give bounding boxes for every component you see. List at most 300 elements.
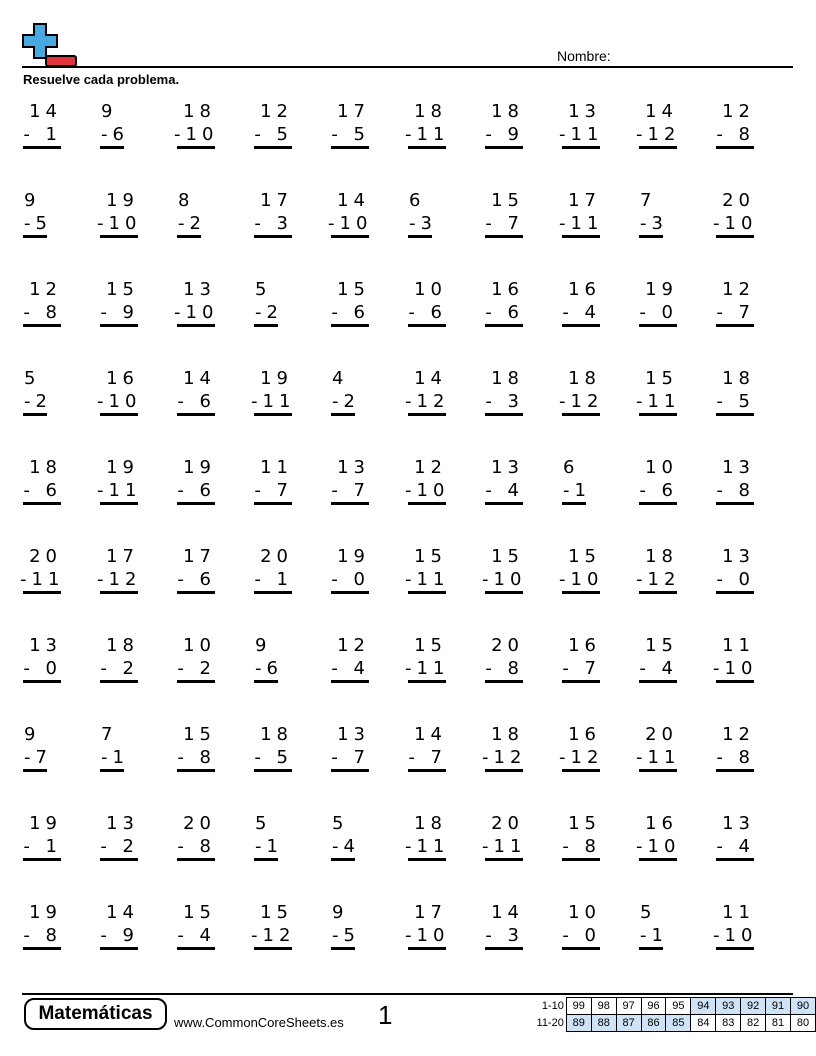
minuend: 15 (183, 724, 216, 745)
spacer (497, 124, 508, 145)
minuend: 5 (332, 813, 349, 834)
subtraction-problem (559, 899, 636, 988)
minus-sign: - (23, 836, 35, 857)
spacer (497, 480, 508, 501)
subtraction-problem (713, 721, 790, 810)
answer-line (254, 591, 292, 594)
subtraction-problem (251, 721, 328, 810)
minuend: 5 (255, 813, 272, 834)
minus-sign: - (559, 213, 571, 234)
spacer (343, 658, 354, 679)
subtraction-problem (559, 276, 636, 365)
minuend: 19 (106, 457, 139, 478)
minus-sign: - (24, 213, 36, 234)
minus-sign: - (97, 213, 109, 234)
subtrahend (174, 302, 219, 323)
subtrahend (20, 124, 62, 145)
minus-sign: - (562, 836, 574, 857)
minuend: 16 (568, 635, 601, 656)
minuend: 13 (722, 457, 755, 478)
subtrahend (20, 925, 62, 946)
spacer (189, 480, 200, 501)
score-cell: 92 (741, 998, 766, 1015)
subtrahend (636, 836, 681, 857)
subtraction-problem (713, 899, 790, 988)
minus-sign: - (640, 213, 652, 234)
subtrahend (405, 658, 450, 679)
minus-sign: - (24, 747, 36, 768)
subtrahend-value: 2 (266, 302, 283, 323)
answer-line (562, 324, 600, 327)
subtrahend (97, 480, 142, 501)
subtrahend (174, 747, 216, 768)
answer-line (562, 502, 586, 505)
minuend: 12 (722, 724, 755, 745)
minuend: 19 (183, 457, 216, 478)
subtrahend-value: 2 (343, 391, 360, 412)
minuend: 13 (106, 813, 139, 834)
minus-sign: - (100, 302, 112, 323)
subtraction-problem (251, 276, 328, 365)
subtrahend-value: 8 (584, 836, 601, 857)
minuend: 13 (491, 457, 524, 478)
subtrahend-value: 6 (199, 569, 216, 590)
subtrahend-value: 7 (584, 658, 601, 679)
spacer (189, 836, 200, 857)
subtrahend-value: 12 (493, 747, 527, 768)
minus-sign: - (482, 747, 494, 768)
answer-line (562, 947, 600, 950)
subtrahend-value: 12 (108, 569, 142, 590)
subtrahend (255, 836, 297, 857)
subtraction-problem (328, 810, 405, 899)
subtraction-problem (405, 454, 482, 543)
minus-sign: - (639, 302, 651, 323)
answer-line (23, 591, 61, 594)
subtrahend-value: 9 (507, 124, 524, 145)
subtrahend (405, 302, 447, 323)
answer-line (408, 947, 446, 950)
subtraction-problem (97, 454, 174, 543)
answer-line (254, 680, 278, 683)
subtraction-problem (251, 98, 328, 187)
minus-sign: - (332, 836, 344, 857)
answer-line (23, 680, 61, 683)
subtraction-problem (174, 276, 251, 365)
score-cell: 83 (716, 1015, 741, 1032)
subtrahend-value: 6 (266, 658, 283, 679)
spacer (343, 569, 354, 590)
subtrahend (713, 480, 755, 501)
subtrahend (405, 124, 450, 145)
minus-sign: - (23, 124, 35, 145)
subtrahend-value: 10 (108, 391, 142, 412)
subtraction-problem (174, 632, 251, 721)
subtrahend (713, 658, 758, 679)
minus-sign: - (331, 124, 343, 145)
subtraction-problem (559, 98, 636, 187)
subtrahend-value: 4 (738, 836, 755, 857)
spacer (728, 302, 739, 323)
subtraction-problem (713, 543, 790, 632)
subtrahend-value: 7 (35, 747, 52, 768)
minuend: 15 (260, 902, 293, 923)
subtrahend-value: 4 (353, 658, 370, 679)
minus-sign: - (636, 836, 648, 857)
subtrahend (559, 569, 604, 590)
spacer (343, 480, 354, 501)
minus-sign: - (254, 124, 266, 145)
spacer (574, 658, 585, 679)
answer-line (408, 769, 446, 772)
subtrahend-value: 7 (738, 302, 755, 323)
subtrahend-value: 6 (507, 302, 524, 323)
minus-sign: - (405, 391, 417, 412)
subtrahend (482, 658, 524, 679)
subtrahend-value: 1 (45, 836, 62, 857)
answer-line (639, 413, 677, 416)
minus-sign: - (97, 391, 109, 412)
answer-line (23, 235, 47, 238)
subtrahend-value: 5 (276, 124, 293, 145)
subtraction-problem (174, 187, 251, 276)
subtrahend-value: 10 (724, 213, 758, 234)
minus-sign: - (563, 480, 575, 501)
website-label: www.CommonCoreSheets.es (174, 1015, 344, 1030)
minus-sign: - (636, 569, 648, 590)
answer-line (639, 769, 677, 772)
minus-sign: - (485, 480, 497, 501)
minus-sign: - (332, 391, 344, 412)
minus-sign: - (559, 124, 571, 145)
minus-sign: - (331, 302, 343, 323)
subtrahend (328, 658, 370, 679)
spacer (189, 747, 200, 768)
minuend: 11 (722, 902, 755, 923)
subtrahend (20, 569, 65, 590)
subtrahend-value: 11 (416, 569, 450, 590)
subtrahend (636, 480, 678, 501)
spacer (420, 747, 431, 768)
subtrahend-value: 10 (185, 124, 219, 145)
answer-line (562, 769, 600, 772)
answer-line (177, 591, 215, 594)
minuend: 9 (332, 902, 349, 923)
answer-line (639, 324, 677, 327)
minus-sign: - (409, 213, 421, 234)
minus-sign: - (251, 391, 263, 412)
minuend: 12 (722, 279, 755, 300)
subtraction-problem (328, 276, 405, 365)
subtrahend-value: 9 (122, 925, 139, 946)
subtraction-problem (482, 810, 559, 899)
subtrahend-value: 4 (507, 480, 524, 501)
subtrahend (178, 213, 220, 234)
subtrahend (174, 391, 216, 412)
answer-line (177, 235, 201, 238)
minus-sign: - (485, 925, 497, 946)
subtrahend-value: 8 (199, 747, 216, 768)
subtrahend (24, 213, 66, 234)
subtrahend-value: 12 (416, 391, 450, 412)
subtrahend (713, 391, 755, 412)
answer-line (331, 769, 369, 772)
score-row (528, 1015, 816, 1032)
subtraction-problem (482, 632, 559, 721)
minuend: 4 (332, 368, 349, 389)
subtrahend (482, 124, 524, 145)
minus-sign: - (101, 747, 113, 768)
subtraction-problem (174, 98, 251, 187)
minuend: 14 (106, 902, 139, 923)
spacer (112, 836, 123, 857)
subtrahend (20, 836, 62, 857)
answer-line (408, 680, 446, 683)
answer-line (331, 591, 369, 594)
subtrahend (636, 747, 681, 768)
minus-sign: - (255, 302, 267, 323)
subtrahend (559, 213, 604, 234)
minuend: 12 (722, 101, 755, 122)
minus-sign: - (255, 658, 267, 679)
answer-line (716, 947, 754, 950)
answer-line (716, 413, 754, 416)
subtrahend-value: 6 (112, 124, 129, 145)
answer-line (485, 769, 523, 772)
minus-sign: - (177, 391, 189, 412)
minuend: 15 (491, 546, 524, 567)
answer-line (177, 947, 215, 950)
minuend: 10 (645, 457, 678, 478)
minus-sign: - (559, 569, 571, 590)
subtraction-problem (636, 454, 713, 543)
subtrahend (640, 213, 682, 234)
minuend: 15 (414, 546, 447, 567)
minus-sign: - (177, 480, 189, 501)
subtrahend (405, 569, 450, 590)
subtrahend-value: 1 (651, 925, 668, 946)
subtrahend (482, 302, 524, 323)
subtraction-problem (97, 187, 174, 276)
minuend: 5 (255, 279, 272, 300)
minuend: 14 (337, 190, 370, 211)
minus-sign: - (255, 836, 267, 857)
minus-sign: - (405, 124, 417, 145)
answer-line (23, 947, 61, 950)
minus-sign: - (716, 124, 728, 145)
minuend: 18 (491, 368, 524, 389)
minus-sign: - (24, 391, 36, 412)
minuend: 15 (491, 190, 524, 211)
answer-line (23, 324, 61, 327)
minus-sign: - (97, 569, 109, 590)
subtrahend-value: 12 (570, 391, 604, 412)
minuend: 7 (101, 724, 118, 745)
minuend: 13 (337, 457, 370, 478)
minus-sign: - (20, 569, 32, 590)
minuend: 13 (568, 101, 601, 122)
subtrahend (559, 747, 604, 768)
subtrahend (636, 391, 681, 412)
minuend: 18 (29, 457, 62, 478)
minuend: 14 (645, 101, 678, 122)
subtrahend-value: 4 (584, 302, 601, 323)
minuend: 16 (568, 724, 601, 745)
minus-sign: - (254, 747, 266, 768)
subtraction-problem (20, 98, 97, 187)
subtraction-problem (20, 187, 97, 276)
subtrahend-value: 3 (507, 925, 524, 946)
spacer (343, 302, 354, 323)
subtraction-problem (636, 632, 713, 721)
subtraction-problem (97, 810, 174, 899)
subtrahend-value: 6 (199, 480, 216, 501)
subtrahend-value: 2 (35, 391, 52, 412)
answer-line (562, 858, 600, 861)
subtraction-problem (20, 810, 97, 899)
subtraction-problem (251, 543, 328, 632)
spacer (651, 658, 662, 679)
score-cell: 82 (741, 1015, 766, 1032)
minuend: 8 (178, 190, 195, 211)
score-row-label: 1-10 (541, 1000, 564, 1012)
spacer (574, 925, 585, 946)
answer-line (639, 591, 677, 594)
subject-badge: Matemáticas (24, 998, 167, 1030)
subtraction-problem (174, 810, 251, 899)
subtraction-problem (636, 543, 713, 632)
answer-line (639, 235, 663, 238)
minuend: 20 (260, 546, 293, 567)
name-label: Nombre: (557, 48, 611, 64)
subtrahend-value: 8 (507, 658, 524, 679)
subtrahend-value: 8 (199, 836, 216, 857)
minus-sign: - (100, 836, 112, 857)
answer-line (254, 413, 292, 416)
subtraction-problem (713, 276, 790, 365)
subtrahend (174, 925, 216, 946)
plus-minus-logo-icon (22, 22, 78, 68)
score-cell: 97 (616, 998, 641, 1015)
answer-line (331, 502, 369, 505)
answer-line (562, 235, 600, 238)
subtrahend-value: 10 (416, 480, 450, 501)
subtrahend-value: 10 (185, 302, 219, 323)
subtraction-problem (405, 632, 482, 721)
minuend: 20 (645, 724, 678, 745)
minuend: 16 (645, 813, 678, 834)
minuend: 15 (568, 546, 601, 567)
minus-sign: - (254, 213, 266, 234)
minuend: 15 (568, 813, 601, 834)
spacer (112, 658, 123, 679)
subtrahend (405, 747, 447, 768)
spacer (266, 213, 277, 234)
answer-line (716, 680, 754, 683)
minus-sign: - (331, 480, 343, 501)
minuend: 14 (414, 724, 447, 745)
minus-sign: - (716, 480, 728, 501)
subtrahend (97, 658, 139, 679)
subtrahend (713, 124, 755, 145)
score-cell: 87 (616, 1015, 641, 1032)
minus-sign: - (713, 213, 725, 234)
subtrahend-value: 3 (507, 391, 524, 412)
minus-sign: - (177, 569, 189, 590)
subtrahend (482, 836, 527, 857)
subtrahend-value: 8 (738, 480, 755, 501)
spacer (497, 925, 508, 946)
minuend: 14 (183, 368, 216, 389)
subtraction-problem (251, 810, 328, 899)
subtraction-problem (97, 543, 174, 632)
minuend: 6 (563, 457, 580, 478)
spacer (189, 658, 200, 679)
minus-sign: - (636, 391, 648, 412)
answer-line (100, 502, 138, 505)
subtrahend-value: 0 (738, 569, 755, 590)
subtrahend-value: 5 (353, 124, 370, 145)
subtrahend-value: 5 (35, 213, 52, 234)
subtrahend-value: 8 (738, 124, 755, 145)
minus-sign: - (408, 747, 420, 768)
subtrahend (255, 658, 297, 679)
subtrahend-value: 10 (108, 213, 142, 234)
minus-sign: - (23, 925, 35, 946)
subtraction-problem (97, 276, 174, 365)
subtrahend-value: 11 (647, 747, 681, 768)
score-cell: 89 (566, 1015, 591, 1032)
subtrahend (328, 302, 370, 323)
answer-line (100, 146, 124, 149)
answer-line (177, 858, 215, 861)
subtraction-problem (713, 98, 790, 187)
subtraction-problem (20, 899, 97, 988)
minus-sign: - (332, 925, 344, 946)
subtrahend (405, 480, 450, 501)
minus-sign: - (177, 658, 189, 679)
subtrahend (713, 213, 758, 234)
subtrahend (636, 302, 678, 323)
minuend: 5 (24, 368, 41, 389)
answer-line (177, 769, 215, 772)
minus-sign: - (97, 480, 109, 501)
subtraction-problem (328, 899, 405, 988)
spacer (343, 747, 354, 768)
answer-line (716, 146, 754, 149)
subtraction-problem (328, 632, 405, 721)
subtrahend (405, 391, 450, 412)
subtrahend (559, 925, 601, 946)
minuend: 20 (491, 813, 524, 834)
answer-line (639, 502, 677, 505)
subtrahend-value: 3 (420, 213, 437, 234)
minus-sign: - (101, 124, 113, 145)
answer-line (331, 680, 369, 683)
minuend: 10 (183, 635, 216, 656)
subtraction-problem (405, 187, 482, 276)
answer-line (331, 324, 369, 327)
answer-line (100, 413, 138, 416)
subtraction-problem (405, 721, 482, 810)
score-cell: 86 (641, 1015, 666, 1032)
subtraction-problem (328, 543, 405, 632)
subtraction-problem (713, 810, 790, 899)
minuend: 16 (491, 279, 524, 300)
minuend: 14 (491, 902, 524, 923)
answer-line (408, 591, 446, 594)
answer-line (177, 146, 215, 149)
